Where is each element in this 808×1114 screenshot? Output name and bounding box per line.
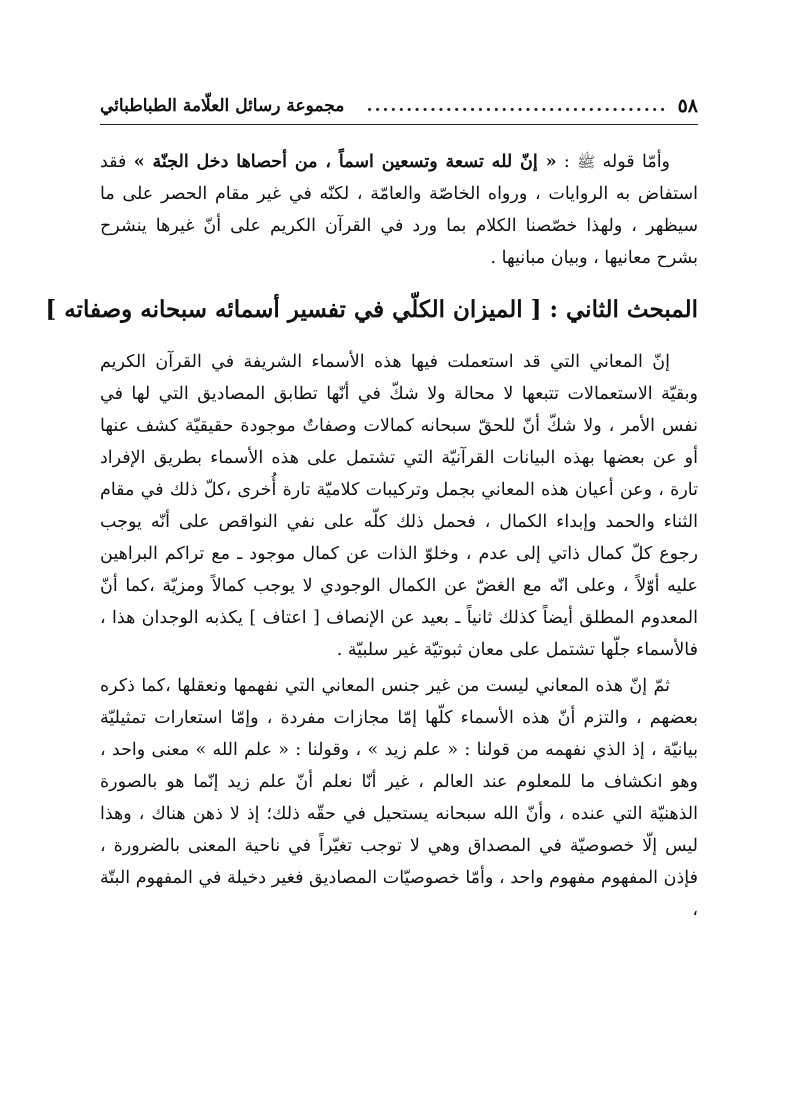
intro-colon: : (556, 152, 578, 172)
running-header (100, 88, 698, 125)
intro-paragraph (100, 146, 698, 274)
hadith-quote: « إنّ لله تسعة وتسعين اسماً ، من أحصاها دخل الجنّة » (133, 152, 557, 172)
header-dot-leader: ...................................... (366, 96, 668, 116)
body-paragraph: إنّ المعاني التي قد استعملت فيها هذه الأسماء الشريفة في القرآن الكريم وبقيّة الاستعمالات تتبعها لا محالة ولا شكّ في أنّها تطابق المصاديق التي لها في نفس الأمر ، ولا شكّ أنّ للحقّ سبحانه كمالات وصفاتٌ موجودة حقيقيّة كشف عنها أو عن بعضها بهذه البيانات القرآنيّة التي تشتمل على هذه الأسماء بطريق الإفراد تارة ، وعن أعيان هذه المعاني بجمل وتركيبات كلاميّة تارة أُخرى ،كلّ ذلك في مقام الثناء والحمد وإبداء الكمال ، فحمل ذلك كلّه على نفي النواقص على أنّه يوجب رجوع كلّ كمال ذاتي إلى عدم ، وخلوّ الذات عن كمال موجود ـ مع تراكم البراهين عليه أوّلاً ، وعلى انّه مع الغضّ عن الكمال الوجودي لا يوجب كمالاً ومزيّة ،كما أنّ المعدوم المطلق أيضاً كذلك ثانياً ـ بعيد عن الإنصاف [ اعتاف ] يكذبه الوجدان هذا ، فالأسماء جلّها تشتمل على معان ثبوتيّة غير سلبيّة . (100, 352, 698, 660)
body-paragraph: ثمّ إنّ هذه المعاني ليست من غير جنس المعاني التي نفهمها ونعقلها ،كما ذكره بعضهم ، والتزم أنّ هذه الأسماء كلّها إمّا مجازات مفردة ، وإمّا استعارات تمثيليّة بيانيّة ، إذ الذي نفهمه من قولنا : « علم زيد » ، وقولنا : « علم الله » معنى واحد ، وهو انكشاف ما للمعلوم عند العالم ، غير أنّا نعلم أنّ علم زيد إنّما هو بالصورة الذهنيّة التي عنده ، وأنّ الله سبحانه يستحيل في حقّه ذلك؛ إذ لا ذهن هناك ، وهذا ليس إلّا خصوصيّة في المصداق وهي لا توجب تغيّراً في ناحية المعنى بالضرورة ، فإذن المفهوم مفهوم واحد ، وأمّا خصوصيّات المصاديق فغير دخيلة في المفهوم البتّة ، (100, 676, 698, 920)
section-heading: المبحث الثاني : [ الميزان الكلّي في تفسير أسمائه سبحانه وصفاته ] (45, 296, 698, 323)
page-body (45, 146, 698, 926)
intro-lead: وأمّا قوله (602, 152, 671, 172)
book-title: مجموعة رسائل العلّامة الطباطبائي (100, 96, 345, 116)
salawat-symbol: ﷺ (577, 153, 596, 171)
intro-rest: فقد استفاض به الروايات ، ورواه الخاصّة والعامّة ، لكنّه في غير مقام الحصر على ما سيظهر ، ولهذا خصّصنا الكلام بما ورد في القرآن الكريم على أنّ غيرها ينشرح بشرح معانيها ، وبيان مبانيها . (100, 152, 698, 268)
page-number: ٥٨ (677, 95, 698, 117)
